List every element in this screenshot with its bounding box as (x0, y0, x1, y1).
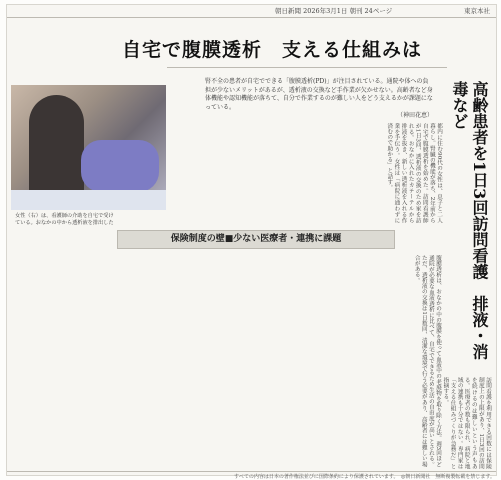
photo-caption: 女性（右）は、看護師の介助を自宅で受けている。おなかの中から透析液を排出した (15, 213, 114, 226)
issue-date: 2026年3月1日 (303, 7, 348, 15)
subhead-banner: 保険制度の壁■少ない医療者・連携に課題 (117, 230, 395, 249)
masthead-info (275, 5, 392, 17)
newspaper-page (6, 4, 497, 476)
page-number: 朝刊 24ページ (349, 7, 393, 15)
vertical-headline: 高齢患者を1日3回訪問看護 排液・消毒など (450, 81, 489, 360)
photo-patient-figure (81, 140, 159, 192)
headline-rule (167, 67, 447, 68)
photo-nurse-figure (29, 95, 84, 195)
paper-name: 朝日新聞 (275, 7, 301, 15)
body-column-a: 都内に住む90代の女性は、息子と二人暮らし。腎臓の機能が落ち、2年前から自宅で腹膜透析を始めた。訪問看護師が1日3回、透析液の交換のため家を訪れる。おなかに入れたカテーテルから排液を抜き、新しい透析液を入れる作業を手伝う。女性は「病院に通わずに済むので助かる」と話す。 (386, 123, 442, 223)
lead-paragraph (205, 78, 433, 121)
article-headline: 自宅で腹膜透析 支える仕組みは (121, 39, 422, 61)
lead-byline: （神田花恵） (396, 112, 433, 119)
edition: 東京本社 (464, 7, 490, 15)
lead-text: 腎不全の患者が自宅でできる「腹膜透析(PD)」が注目されている。通院や体への負担が少ないメリットがあるが、透析液の交換など手作業が欠かせない。高齢者など身体機能や認知機能が落ちて、自分で作業するのが難しい人をどう支えるかが課題になっている。 (205, 78, 433, 111)
masthead (7, 5, 496, 18)
body-column-b: 腹膜透析は、おなかの中の腹膜を使って血液中の老廃物を取り除く方法。週3回ほど通院が必要な血液透析に比べて、自宅でできるため生活の自由度が高いとされる。ただ、透析液の交換は1日数回、清潔な環境で行う必要があり、高齢者には難しい場合がある。 (413, 255, 441, 467)
photo-bed (11, 190, 166, 210)
article-photo (11, 85, 166, 210)
bottom-rule (7, 471, 496, 472)
copyright-footer: すべての内容は日本の著作権法並びに国際条約により保護されています。 ◎朝日新聞社 無断複製転載を禁じます。 (234, 474, 495, 480)
body-column-c: 訪問看護を利用できる回数には保険制度上の上限があり、1日3回の訪問を続けるのは難しいという声もある。医療者の数も限られ、病院と地域の連携も十分ではない。専門家は「支える仕組みづくりが急務だ」と指摘する。 (442, 377, 491, 469)
